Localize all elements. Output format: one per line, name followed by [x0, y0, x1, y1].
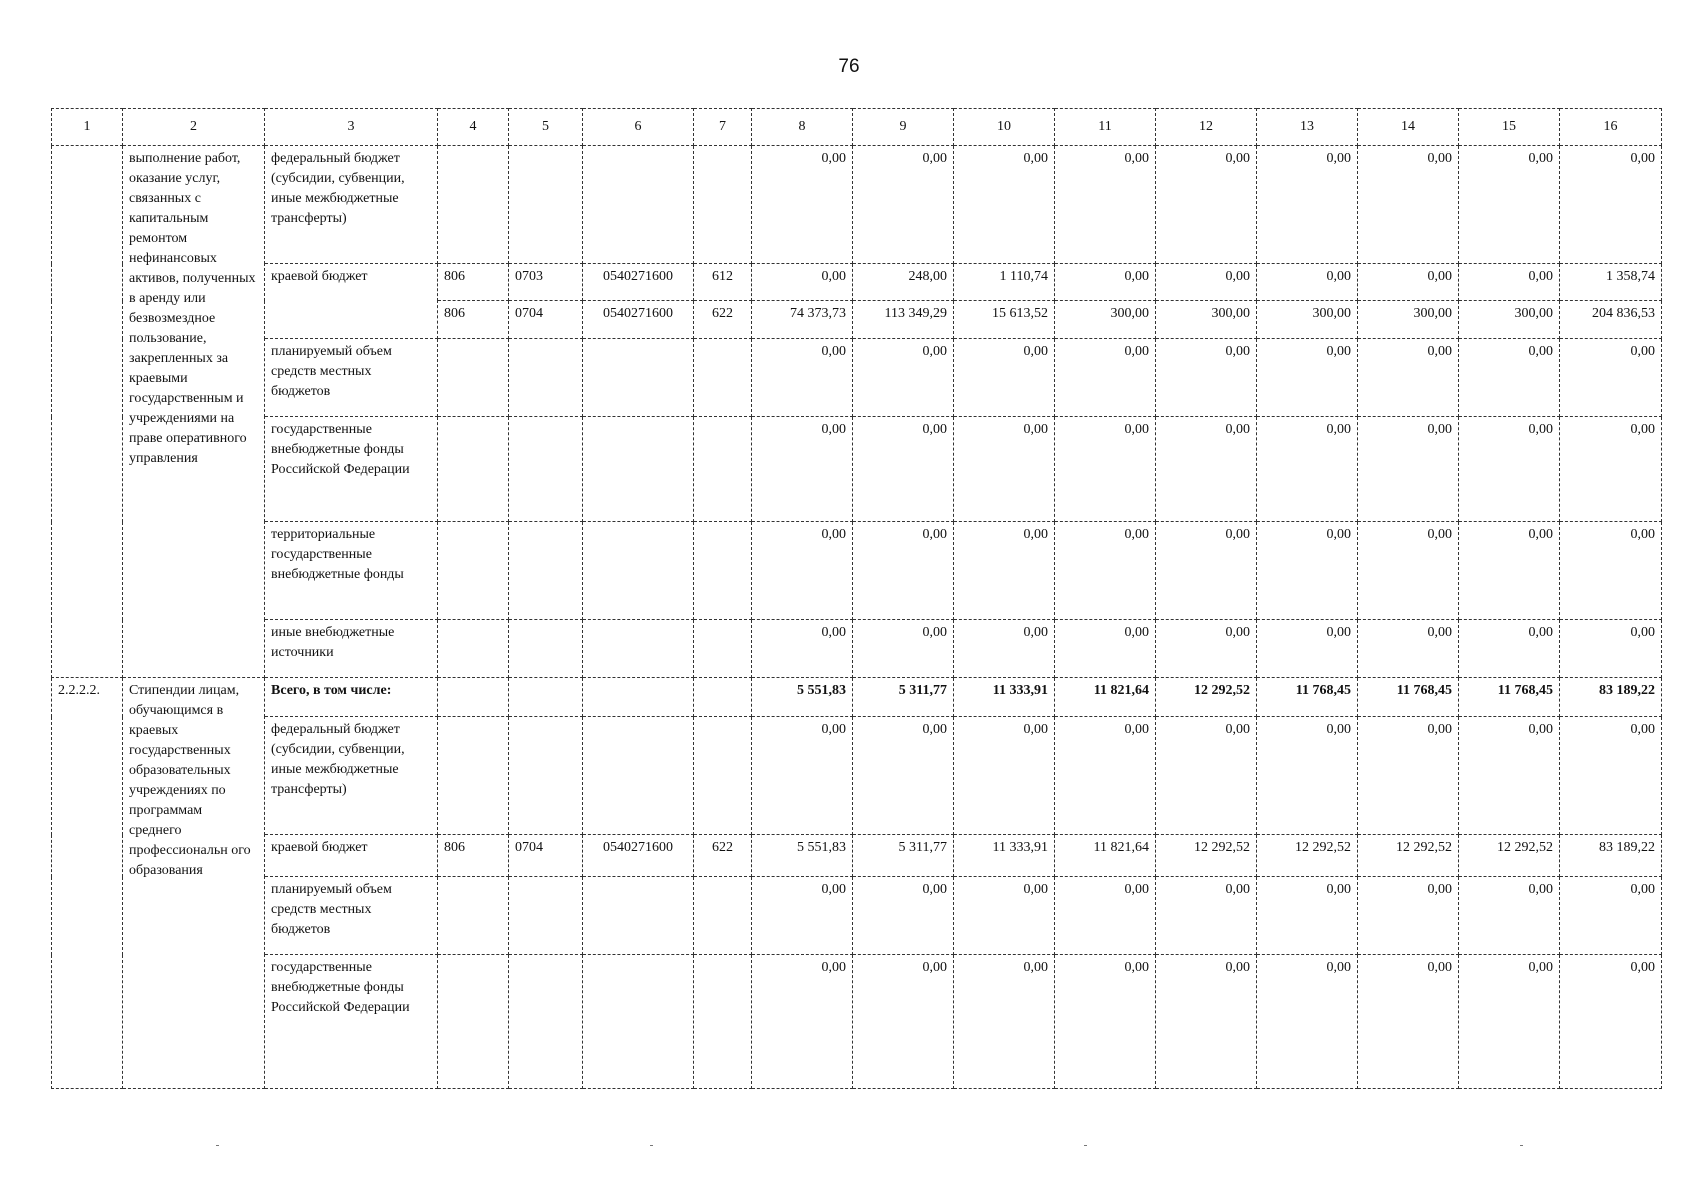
- value-cell: 0,00: [1257, 717, 1358, 835]
- code-cell: [694, 417, 752, 522]
- value-cell: 0,00: [1459, 955, 1560, 1089]
- code-cell: [438, 877, 509, 955]
- table-row: [52, 417, 1662, 522]
- total-value-cell: 11 768,45: [1257, 678, 1358, 717]
- value-cell: 12 292,52: [1358, 835, 1459, 877]
- table-row: [52, 835, 1662, 877]
- value-cell: 300,00: [1358, 301, 1459, 339]
- total-value-cell: 11 768,45: [1459, 678, 1560, 717]
- value-cell: 0,00: [954, 877, 1055, 955]
- value-cell: 0,00: [752, 264, 853, 301]
- value-cell: 1 358,74: [1560, 264, 1662, 301]
- value-cell: 0,00: [1358, 146, 1459, 264]
- funding-source: краевой бюджет: [265, 264, 438, 339]
- code-cell: [583, 339, 694, 417]
- item-number-cell: 2.2.2.2.: [52, 678, 123, 1089]
- value-cell: 0,00: [1257, 339, 1358, 417]
- code-cell: [583, 678, 694, 717]
- value-cell: 0,00: [1358, 264, 1459, 301]
- code-cell: [694, 955, 752, 1089]
- code-cell: [509, 877, 583, 955]
- scan-mark: [1520, 1145, 1523, 1146]
- code-cell: [438, 717, 509, 835]
- value-cell: 0,00: [1257, 955, 1358, 1089]
- value-cell: 0,00: [1358, 417, 1459, 522]
- value-cell: 0,00: [1055, 146, 1156, 264]
- value-cell: 0,00: [1560, 339, 1662, 417]
- funding-source: федеральный бюджет (субсидии, субвенции, иные межбюджетные трансферты): [265, 717, 438, 835]
- header-cell: 14: [1358, 109, 1459, 146]
- value-cell: 0,00: [1459, 620, 1560, 678]
- item-name-cell: Стипендии лицам, обучающимся в краевых государственных образовательных учреждениях по программам среднего профессиональн ого образования: [123, 678, 265, 1089]
- table-row: [52, 339, 1662, 417]
- value-cell: 0,00: [752, 877, 853, 955]
- value-cell: 0,00: [853, 417, 954, 522]
- header-cell: 11: [1055, 109, 1156, 146]
- total-value-cell: 11 333,91: [954, 678, 1055, 717]
- value-cell: 0,00: [752, 620, 853, 678]
- scan-mark: [216, 1145, 219, 1146]
- value-cell: 0,00: [853, 717, 954, 835]
- value-cell: 0,00: [1055, 955, 1156, 1089]
- value-cell: 0,00: [1459, 339, 1560, 417]
- code-cell: [583, 717, 694, 835]
- code-cell: [583, 877, 694, 955]
- value-cell: 0,00: [752, 146, 853, 264]
- code-cell: [694, 339, 752, 417]
- value-cell: 204 836,53: [1560, 301, 1662, 339]
- code-cell: 0704: [509, 835, 583, 877]
- value-cell: 300,00: [1055, 301, 1156, 339]
- code-cell: 0703: [509, 264, 583, 301]
- value-cell: 0,00: [1257, 522, 1358, 620]
- funding-source-total: Всего, в том числе:: [265, 678, 438, 717]
- value-cell: 0,00: [1156, 264, 1257, 301]
- value-cell: 0,00: [954, 620, 1055, 678]
- value-cell: 0,00: [1257, 877, 1358, 955]
- code-cell: [438, 955, 509, 1089]
- budget-table: [51, 108, 1662, 1089]
- value-cell: 248,00: [853, 264, 954, 301]
- page-number: 76: [838, 56, 860, 77]
- value-cell: 0,00: [954, 417, 1055, 522]
- code-cell: [509, 717, 583, 835]
- code-cell: [438, 678, 509, 717]
- value-cell: 0,00: [853, 522, 954, 620]
- item-number-cell: [52, 146, 123, 678]
- value-cell: 0,00: [1560, 955, 1662, 1089]
- table-row: [52, 678, 1662, 717]
- value-cell: 0,00: [1560, 717, 1662, 835]
- code-cell: [438, 339, 509, 417]
- total-value-cell: 5 551,83: [752, 678, 853, 717]
- total-value-cell: 11 768,45: [1358, 678, 1459, 717]
- value-cell: 300,00: [1257, 301, 1358, 339]
- value-cell: 0,00: [1156, 417, 1257, 522]
- value-cell: 0,00: [1156, 877, 1257, 955]
- total-value-cell: 5 311,77: [853, 678, 954, 717]
- value-cell: 0,00: [1257, 146, 1358, 264]
- funding-source: планируемый объем средств местных бюджетов: [265, 877, 438, 955]
- code-cell: [509, 955, 583, 1089]
- code-cell: [438, 620, 509, 678]
- header-cell: 15: [1459, 109, 1560, 146]
- code-cell: [583, 417, 694, 522]
- total-value-cell: 11 821,64: [1055, 678, 1156, 717]
- scan-mark: [1084, 1145, 1087, 1146]
- value-cell: 0,00: [1257, 417, 1358, 522]
- value-cell: 0,00: [1055, 877, 1156, 955]
- value-cell: 83 189,22: [1560, 835, 1662, 877]
- code-cell: 0540271600: [583, 835, 694, 877]
- value-cell: 0,00: [752, 339, 853, 417]
- item-name-cell: выполнение работ, оказание услуг, связанных с капитальным ремонтом нефинансовых активов, полученных в аренду или безвозмездное пользование, закрепленных за краевыми государственным и учреждениями на праве оперативного управления: [123, 146, 265, 678]
- value-cell: 0,00: [1156, 522, 1257, 620]
- value-cell: 0,00: [954, 717, 1055, 835]
- value-cell: 0,00: [1358, 955, 1459, 1089]
- code-cell: [509, 678, 583, 717]
- code-cell: 806: [438, 301, 509, 339]
- value-cell: 1 110,74: [954, 264, 1055, 301]
- header-cell: 16: [1560, 109, 1662, 146]
- header-cell: 10: [954, 109, 1055, 146]
- code-cell: 0540271600: [583, 264, 694, 301]
- value-cell: 0,00: [1257, 264, 1358, 301]
- table-row: [52, 955, 1662, 1089]
- value-cell: 11 821,64: [1055, 835, 1156, 877]
- value-cell: 0,00: [752, 522, 853, 620]
- value-cell: 0,00: [1459, 717, 1560, 835]
- value-cell: 0,00: [853, 620, 954, 678]
- funding-source: государственные внебюджетные фонды Российской Федерации: [265, 955, 438, 1089]
- value-cell: 0,00: [1560, 877, 1662, 955]
- table-row: [52, 522, 1662, 620]
- header-cell: 3: [265, 109, 438, 146]
- value-cell: 12 292,52: [1156, 835, 1257, 877]
- header-cell: 8: [752, 109, 853, 146]
- code-cell: [694, 620, 752, 678]
- header-cell: 9: [853, 109, 954, 146]
- value-cell: 0,00: [1358, 717, 1459, 835]
- table-row: [52, 264, 1662, 301]
- value-cell: 0,00: [1459, 264, 1560, 301]
- header-cell: 7: [694, 109, 752, 146]
- value-cell: 300,00: [1156, 301, 1257, 339]
- code-cell: [583, 955, 694, 1089]
- value-cell: 0,00: [853, 955, 954, 1089]
- code-cell: [694, 717, 752, 835]
- code-cell: [694, 678, 752, 717]
- header-cell: 1: [52, 109, 123, 146]
- header-cell: 13: [1257, 109, 1358, 146]
- code-cell: [694, 877, 752, 955]
- header-cell: 5: [509, 109, 583, 146]
- scan-mark: [650, 1145, 653, 1146]
- funding-source: государственные внебюджетные фонды Российской Федерации: [265, 417, 438, 522]
- value-cell: 0,00: [853, 146, 954, 264]
- code-cell: [438, 522, 509, 620]
- value-cell: 0,00: [1156, 339, 1257, 417]
- value-cell: 0,00: [1560, 620, 1662, 678]
- value-cell: 0,00: [1055, 717, 1156, 835]
- code-cell: 0540271600: [583, 301, 694, 339]
- value-cell: 12 292,52: [1257, 835, 1358, 877]
- funding-source: иные внебюджетные источники: [265, 620, 438, 678]
- value-cell: 0,00: [1358, 877, 1459, 955]
- value-cell: 0,00: [1459, 417, 1560, 522]
- funding-source: территориальные государственные внебюджетные фонды: [265, 522, 438, 620]
- value-cell: 5 311,77: [853, 835, 954, 877]
- value-cell: 0,00: [1560, 522, 1662, 620]
- header-cell: 6: [583, 109, 694, 146]
- value-cell: 0,00: [1358, 522, 1459, 620]
- code-cell: [694, 522, 752, 620]
- value-cell: 0,00: [954, 339, 1055, 417]
- value-cell: 300,00: [1459, 301, 1560, 339]
- code-cell: [583, 620, 694, 678]
- value-cell: 0,00: [1055, 339, 1156, 417]
- value-cell: 0,00: [752, 417, 853, 522]
- table-row: [52, 620, 1662, 678]
- value-cell: 0,00: [752, 717, 853, 835]
- value-cell: 0,00: [954, 522, 1055, 620]
- header-cell: 2: [123, 109, 265, 146]
- value-cell: 12 292,52: [1459, 835, 1560, 877]
- table-row: [52, 146, 1662, 264]
- code-cell: [438, 146, 509, 264]
- value-cell: 11 333,91: [954, 835, 1055, 877]
- value-cell: 15 613,52: [954, 301, 1055, 339]
- code-cell: 0704: [509, 301, 583, 339]
- scan-marks: [0, 1145, 1698, 1149]
- code-cell: 806: [438, 264, 509, 301]
- code-cell: 612: [694, 264, 752, 301]
- funding-source: краевой бюджет: [265, 835, 438, 877]
- value-cell: 0,00: [1459, 877, 1560, 955]
- code-cell: 806: [438, 835, 509, 877]
- value-cell: 0,00: [1156, 620, 1257, 678]
- value-cell: 0,00: [954, 955, 1055, 1089]
- code-cell: [509, 146, 583, 264]
- header-row: [52, 109, 1662, 146]
- code-cell: 622: [694, 301, 752, 339]
- total-value-cell: 12 292,52: [1156, 678, 1257, 717]
- value-cell: 0,00: [1560, 146, 1662, 264]
- value-cell: 0,00: [954, 146, 1055, 264]
- value-cell: 0,00: [1055, 620, 1156, 678]
- value-cell: 0,00: [853, 339, 954, 417]
- value-cell: 0,00: [1358, 620, 1459, 678]
- value-cell: 0,00: [1257, 620, 1358, 678]
- funding-source: планируемый объем средств местных бюджетов: [265, 339, 438, 417]
- value-cell: 0,00: [752, 955, 853, 1089]
- value-cell: 0,00: [1156, 717, 1257, 835]
- table-row: [52, 717, 1662, 835]
- value-cell: 0,00: [1358, 339, 1459, 417]
- value-cell: 0,00: [1055, 522, 1156, 620]
- value-cell: 0,00: [1055, 264, 1156, 301]
- value-cell: 74 373,73: [752, 301, 853, 339]
- header-cell: 12: [1156, 109, 1257, 146]
- table-row: [52, 877, 1662, 955]
- code-cell: [509, 620, 583, 678]
- funding-source: федеральный бюджет (субсидии, субвенции, иные межбюджетные трансферты): [265, 146, 438, 264]
- code-cell: [509, 417, 583, 522]
- code-cell: [438, 417, 509, 522]
- code-cell: [583, 146, 694, 264]
- value-cell: 5 551,83: [752, 835, 853, 877]
- code-cell: [509, 522, 583, 620]
- header-cell: 4: [438, 109, 509, 146]
- code-cell: 622: [694, 835, 752, 877]
- value-cell: 0,00: [1156, 955, 1257, 1089]
- value-cell: 0,00: [1055, 417, 1156, 522]
- value-cell: 0,00: [1156, 146, 1257, 264]
- code-cell: [694, 146, 752, 264]
- total-value-cell: 83 189,22: [1560, 678, 1662, 717]
- value-cell: 0,00: [1459, 522, 1560, 620]
- value-cell: 0,00: [853, 877, 954, 955]
- value-cell: 0,00: [1560, 417, 1662, 522]
- code-cell: [583, 522, 694, 620]
- code-cell: [509, 339, 583, 417]
- value-cell: 113 349,29: [853, 301, 954, 339]
- value-cell: 0,00: [1459, 146, 1560, 264]
